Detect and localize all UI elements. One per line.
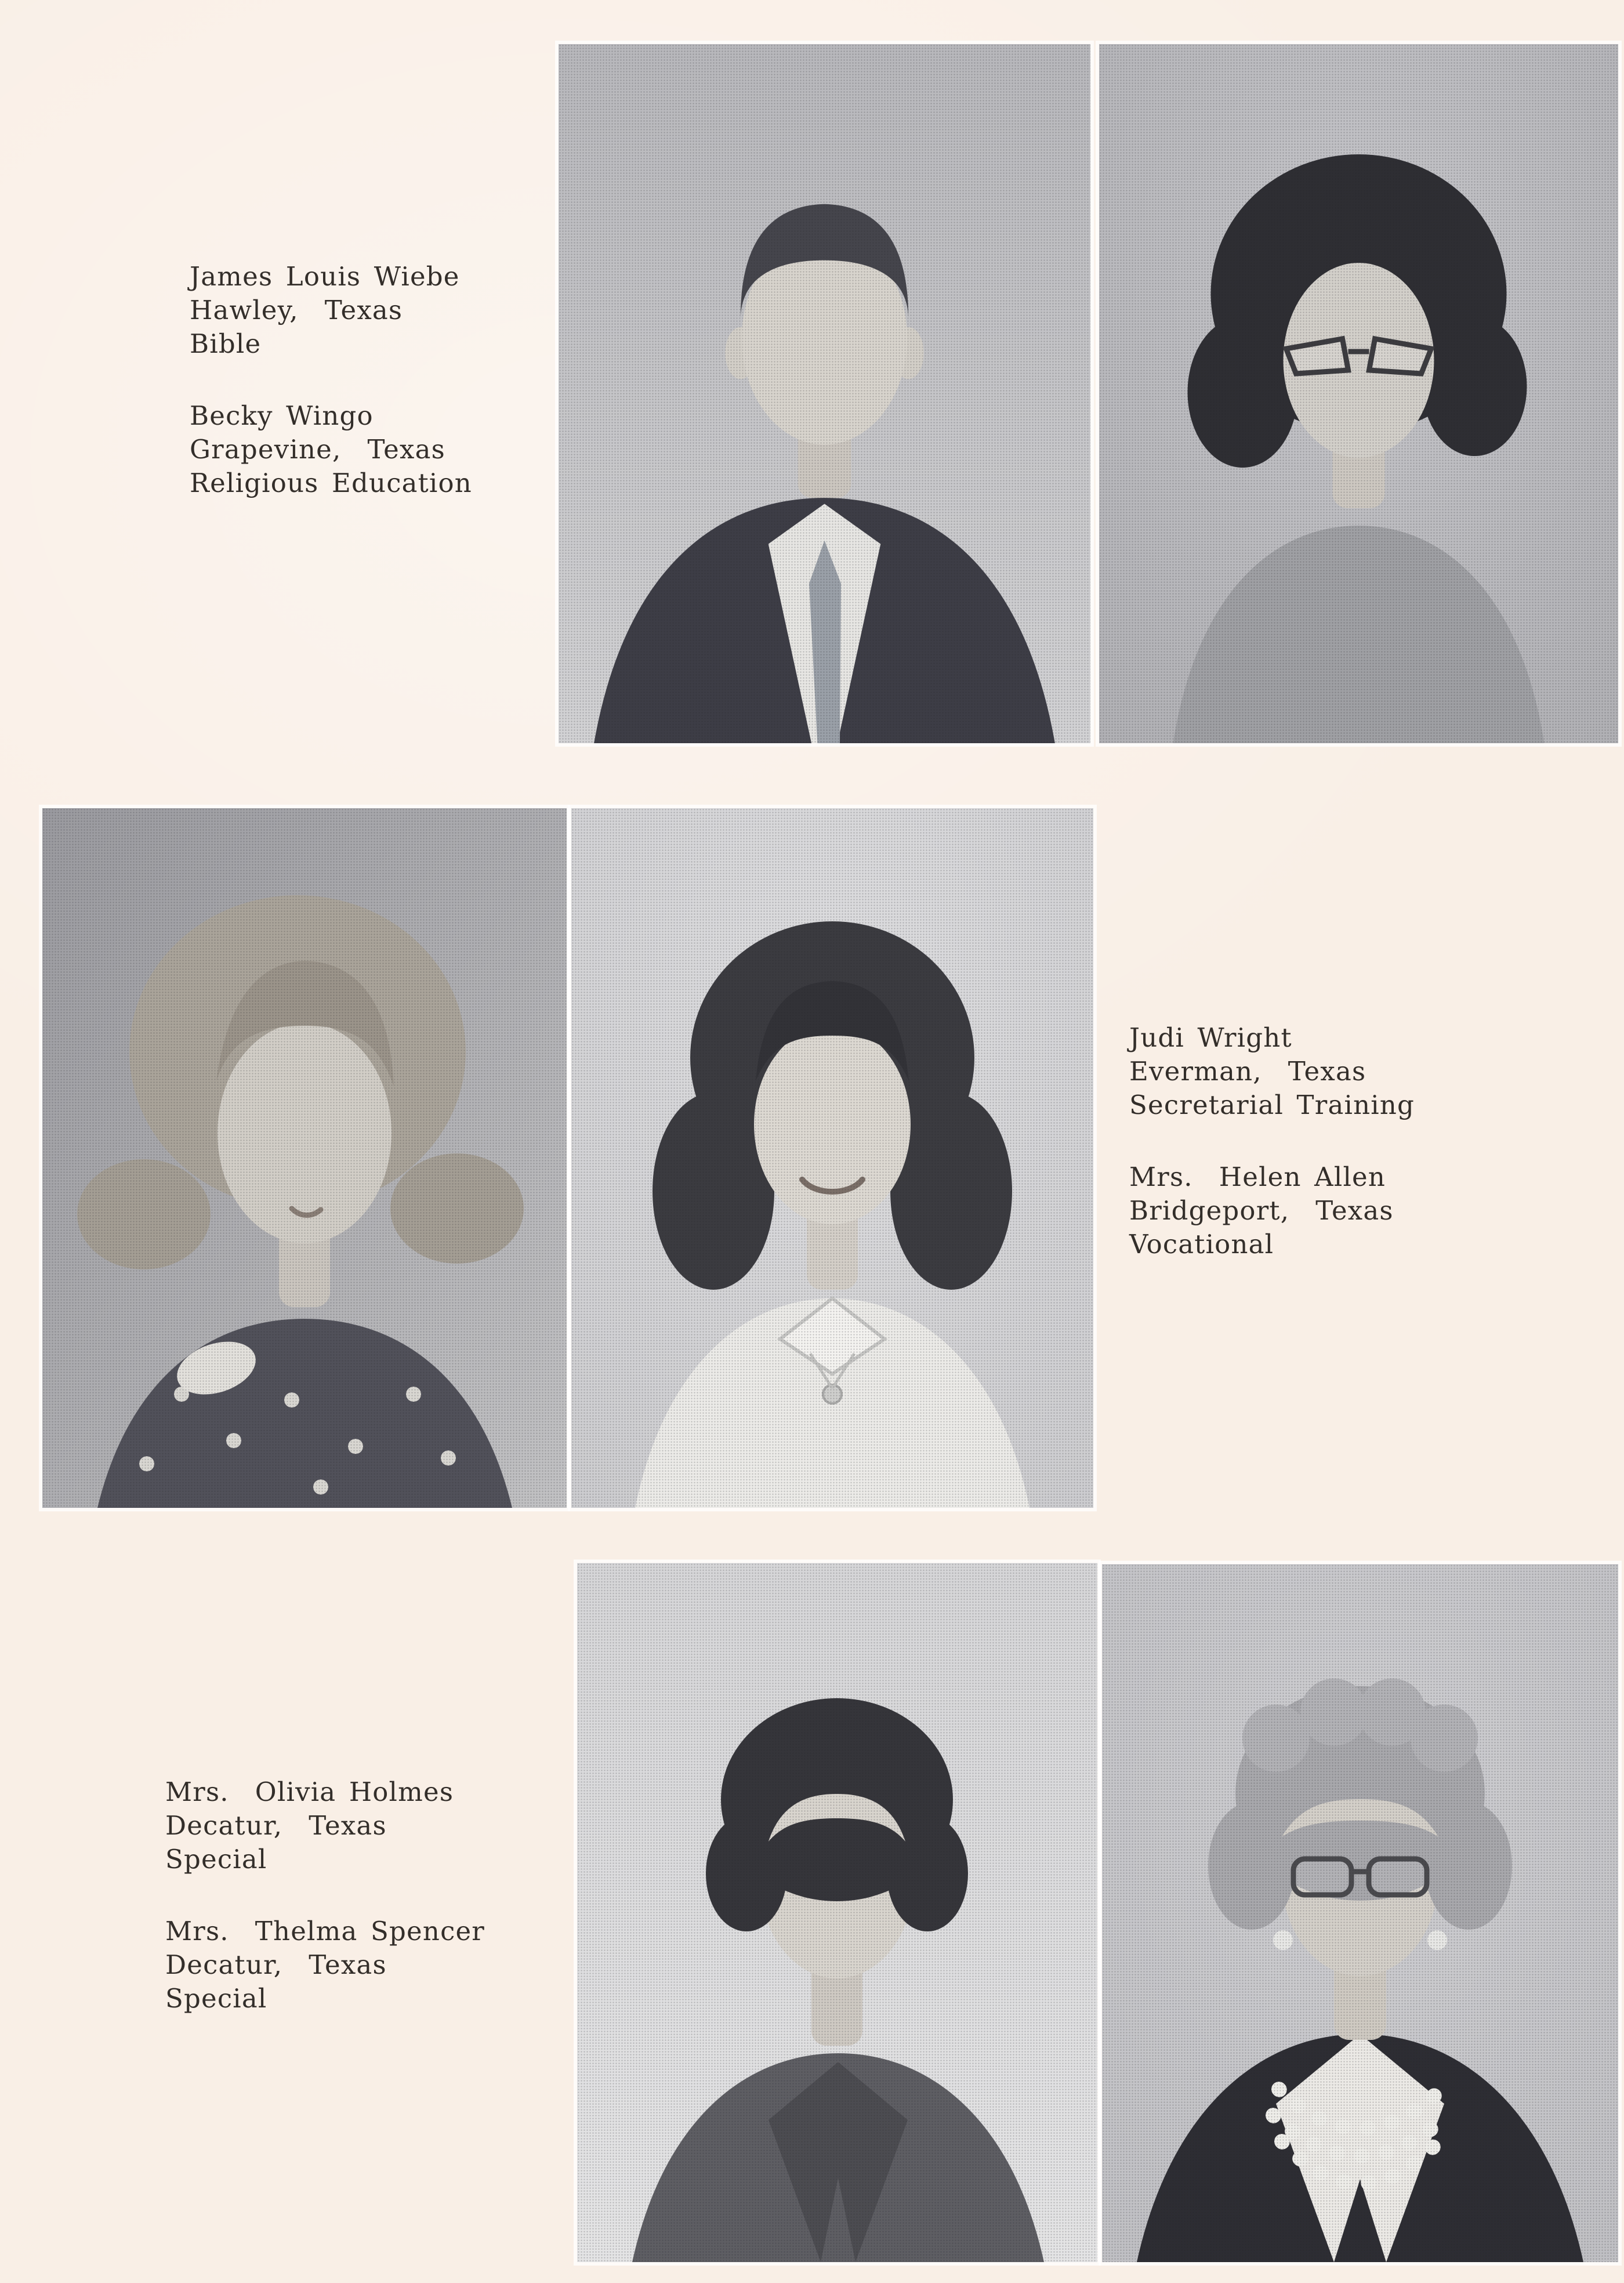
portrait-silhouette [559, 44, 1090, 743]
student-name: Mrs. Olivia Holmes [165, 1777, 454, 1807]
portrait-photo-becky-wingo [1099, 44, 1618, 743]
caption-person [1129, 1160, 1415, 1261]
portrait-silhouette [1102, 1564, 1618, 2262]
portrait-photo-judi-wright [42, 808, 567, 1508]
student-program: Vocational [1129, 1229, 1274, 1260]
student-city: Grapevine, Texas [190, 434, 445, 465]
student-program: Religious Education [190, 468, 472, 498]
student-name: Mrs. Thelma Spencer [165, 1916, 485, 1946]
portrait-photo-james-wiebe [559, 44, 1090, 743]
portrait-photo-helen-allen [571, 808, 1093, 1508]
student-city: Hawley, Texas [190, 295, 403, 325]
student-program: Special [165, 1983, 267, 2014]
student-name: Judi Wright [1129, 1022, 1292, 1053]
caption-person [1129, 1021, 1415, 1122]
portrait-silhouette [42, 808, 567, 1508]
caption-block-2 [1129, 1021, 1415, 1261]
student-program: Bible [190, 328, 262, 359]
portrait-silhouette [571, 808, 1093, 1508]
student-city: Decatur, Texas [165, 1810, 387, 1841]
caption-person [165, 1915, 485, 2016]
student-program: Secretarial Training [1129, 1090, 1415, 1120]
caption-person [190, 260, 472, 361]
portrait-photo-thelma-spencer [1102, 1564, 1618, 2262]
student-name: Mrs. Helen Allen [1129, 1162, 1386, 1192]
portrait-silhouette [577, 1563, 1097, 2262]
student-program: Special [165, 1844, 267, 1875]
portrait-photo-olivia-holmes [577, 1563, 1097, 2262]
caption-person [190, 399, 472, 500]
caption-block-3 [165, 1775, 485, 2016]
student-city: Bridgeport, Texas [1129, 1195, 1394, 1226]
student-city: Decatur, Texas [165, 1949, 387, 1980]
student-city: Everman, Texas [1129, 1056, 1366, 1087]
caption-person [165, 1775, 485, 1876]
caption-block-1 [190, 260, 472, 500]
student-name: James Louis Wiebe [190, 261, 460, 292]
student-name: Becky Wingo [190, 400, 374, 431]
portrait-silhouette [1099, 44, 1618, 743]
